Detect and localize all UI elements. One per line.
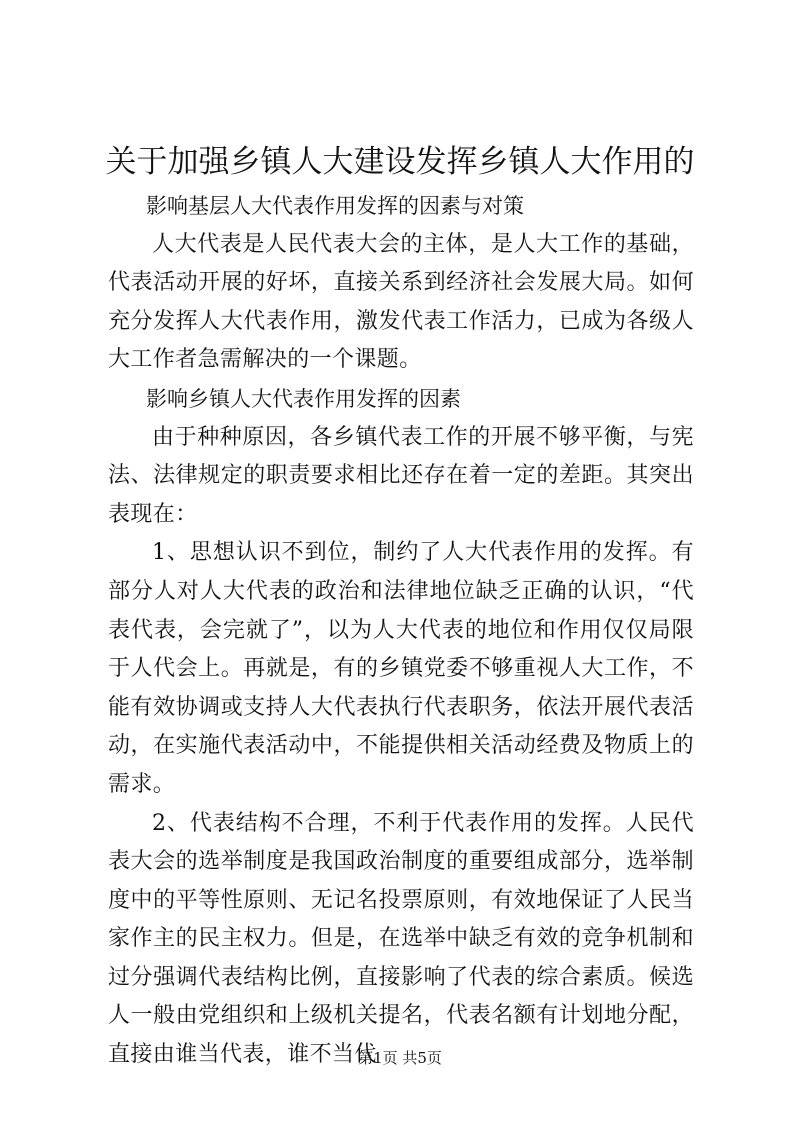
document-subtitle: 影响基层人大代表作用发挥的因素与对策 (146, 194, 524, 218)
document-body (108, 187, 694, 1075)
section-heading: 影响乡镇人大代表作用发挥的因素 (146, 386, 461, 411)
section-paragraph: 由于种种原因，各乡镇代表工作的开展不够平衡，与宪法、法律规定的职责要求相比还存在着一定的差距。其突出表现在： (108, 424, 694, 527)
section-paragraph: 2、代表结构不合理，不利于代表作用的发挥。人民代表大会的选举制度是我国政治制度的重要组成部分，选举制度中的平等性原则、无记名投票原则，有效地保证了人民当家作主的民主权力。但是，在选举中缺乏有效的竞争机制和过分强调代表结构比例，直接影响了代表的综合素质。候选人一般由党组织和上级机关提名，代表名额有计划地分配，直接由谁当代表，谁不当代 (108, 810, 694, 1068)
intro-paragraph: 人大代表是人民代表大会的主体，是人大工作的基础，代表活动开展的好坏，直接关系到经济社会发展大局。如何充分发挥人大代表作用，激发代表工作活力，已成为各级人大工作者急需解决的一个课题。 (108, 231, 694, 373)
document-title: 关于加强乡镇人大建设发挥乡镇人大作用的 (105, 144, 695, 180)
page-footer: 第1页 共5页 (358, 1049, 442, 1067)
section-paragraph: 1、思想认识不到位，制约了人大代表作用的发挥。有部分人对人大代表的政治和法律地位缺乏正确的认识，“代表代表，会完就了”，以为人大代表的地位和作用仅仅局限于人代会上。再就是，有的乡镇党委不够重视人大工作，不能有效协调或支持人大代表执行代表职务，依法开展代表活动，在实施代表活动中，不能提供相关活动经费及物质上的需求。 (108, 540, 694, 797)
